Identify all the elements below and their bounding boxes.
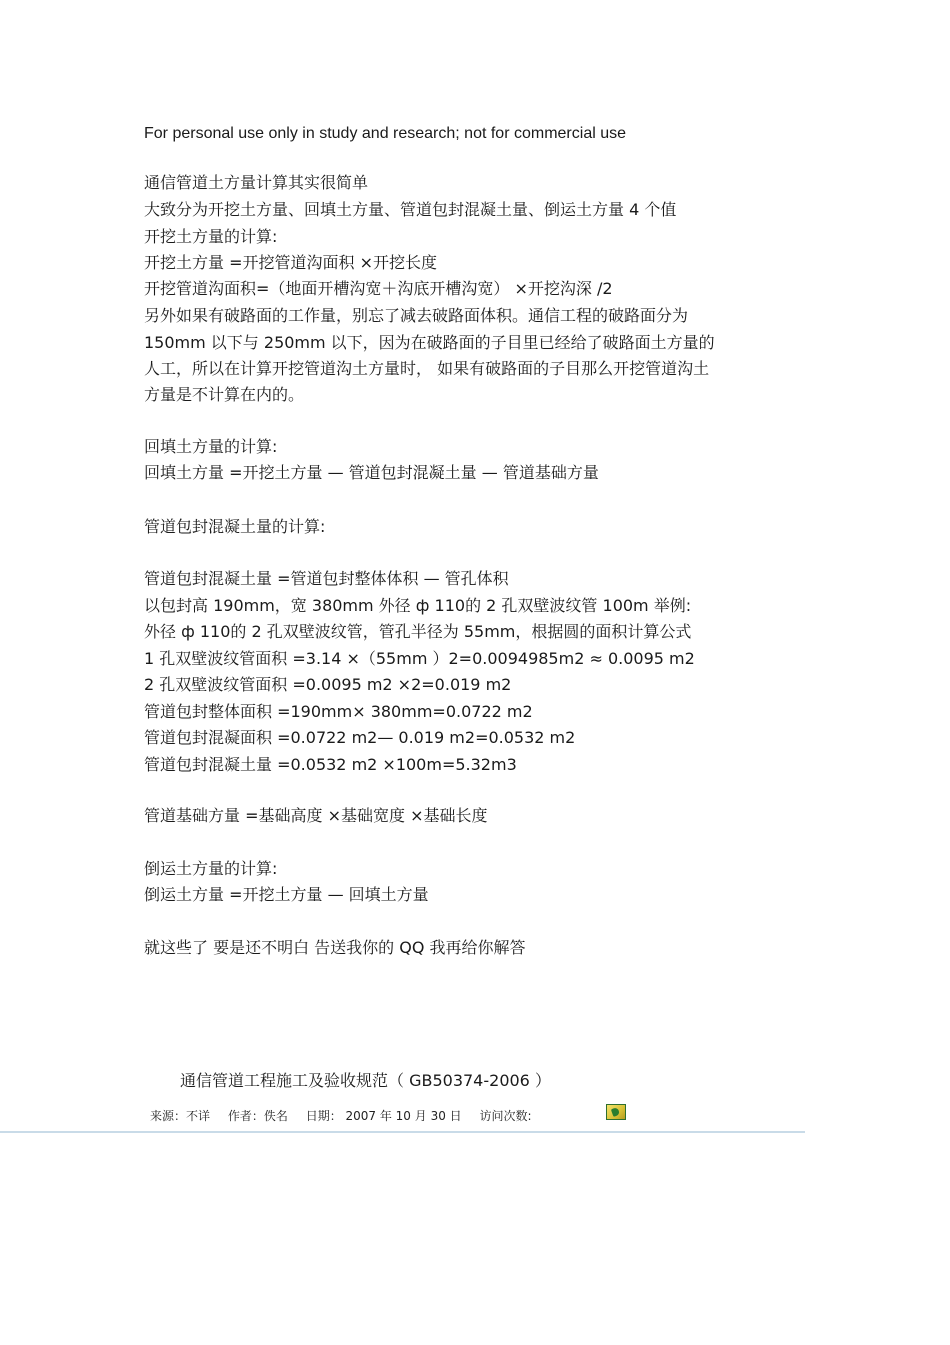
formula-line: 2 孔双壁波纹管面积 =0.0095 m2 ×2=0.019 m2: [144, 675, 512, 694]
meta-author: 作者：佚名: [227, 1109, 288, 1123]
section-heading: 管道包封混凝土量的计算:: [144, 517, 326, 536]
meta-date: 日期： 2007 年 10 月 30 日: [305, 1109, 462, 1123]
formula-line: 管道基础方量 =基础高度 ×基础宽度 ×基础长度: [144, 806, 488, 825]
formula-line: 倒运土方量 =开挖土方量 — 回填土方量: [144, 885, 429, 904]
text-line: 开挖土方量的计算:: [144, 227, 278, 246]
formula-line: 回填土方量 =开挖土方量 — 管道包封混凝土量 — 管道基础方量: [144, 463, 599, 482]
formula-line: 管道包封混凝面积 =0.0722 m2— 0.019 m2=0.0532 m2: [144, 728, 576, 747]
section-heading: 倒运土方量的计算:: [144, 859, 278, 878]
article-meta: [150, 1108, 546, 1124]
text-line: 大致分为开挖土方量、回填土方量、管道包封混凝土量、倒运土方量 4 个值: [144, 200, 677, 219]
section-heading: 回填土方量的计算:: [144, 437, 278, 456]
meta-visits: 访问次数:: [479, 1109, 532, 1123]
formula-line: 管道包封混凝土量 =管道包封整体体积 — 管孔体积: [144, 569, 509, 588]
text-line: 方量是不计算在内的。: [144, 385, 305, 404]
footer-divider: [0, 1131, 805, 1133]
section-title: 通信管道土方量计算其实很简单: [144, 173, 369, 192]
text-line: 另外如果有破路面的工作量，别忘了减去破路面体积。通信工程的破路面分为: [144, 306, 689, 325]
visit-counter-icon: [606, 1104, 626, 1120]
meta-source: 来源：不详: [150, 1109, 211, 1123]
footer-title[interactable]: 通信管道工程施工及验收规范（ GB50374-2006 ）: [180, 1071, 551, 1090]
text-line: 150mm 以下与 250mm 以下，因为在破路面的子目里已经给了破路面土方量的: [144, 333, 715, 352]
text-line: 外径 ф 110的 2 孔双壁波纹管，管孔半径为 55mm，根据圆的面积计算公式: [144, 622, 692, 641]
formula-line: 开挖土方量 =开挖管道沟面积 ×开挖长度: [144, 253, 437, 272]
formula-line: 1 孔双壁波纹管面积 =3.14 ×（55mm ）2=0.0094985m2 ≈ 0.0095 m2: [144, 649, 695, 668]
closing-text: 就这些了 要是还不明白 告送我你的 QQ 我再给你解答: [144, 938, 526, 957]
formula-line: 管道包封混凝土量 =0.0532 m2 ×100m=5.32m3: [144, 755, 517, 774]
formula-line: 开挖管道沟面积=（地面开槽沟宽＋沟底开槽沟宽） ×开挖沟深 /2: [144, 279, 613, 298]
text-line: 人工，所以在计算开挖管道沟土方量时， 如果有破路面的子目那么开挖管道沟土: [144, 359, 710, 378]
disclaimer-text: For personal use only in study and research; not for commercial use: [144, 125, 627, 142]
formula-line: 管道包封整体面积 =190mm× 380mm=0.0722 m2: [144, 702, 533, 721]
text-line: 以包封高 190mm，宽 380mm 外径 ф 110的 2 孔双壁波纹管 100m 举例:: [144, 596, 692, 615]
